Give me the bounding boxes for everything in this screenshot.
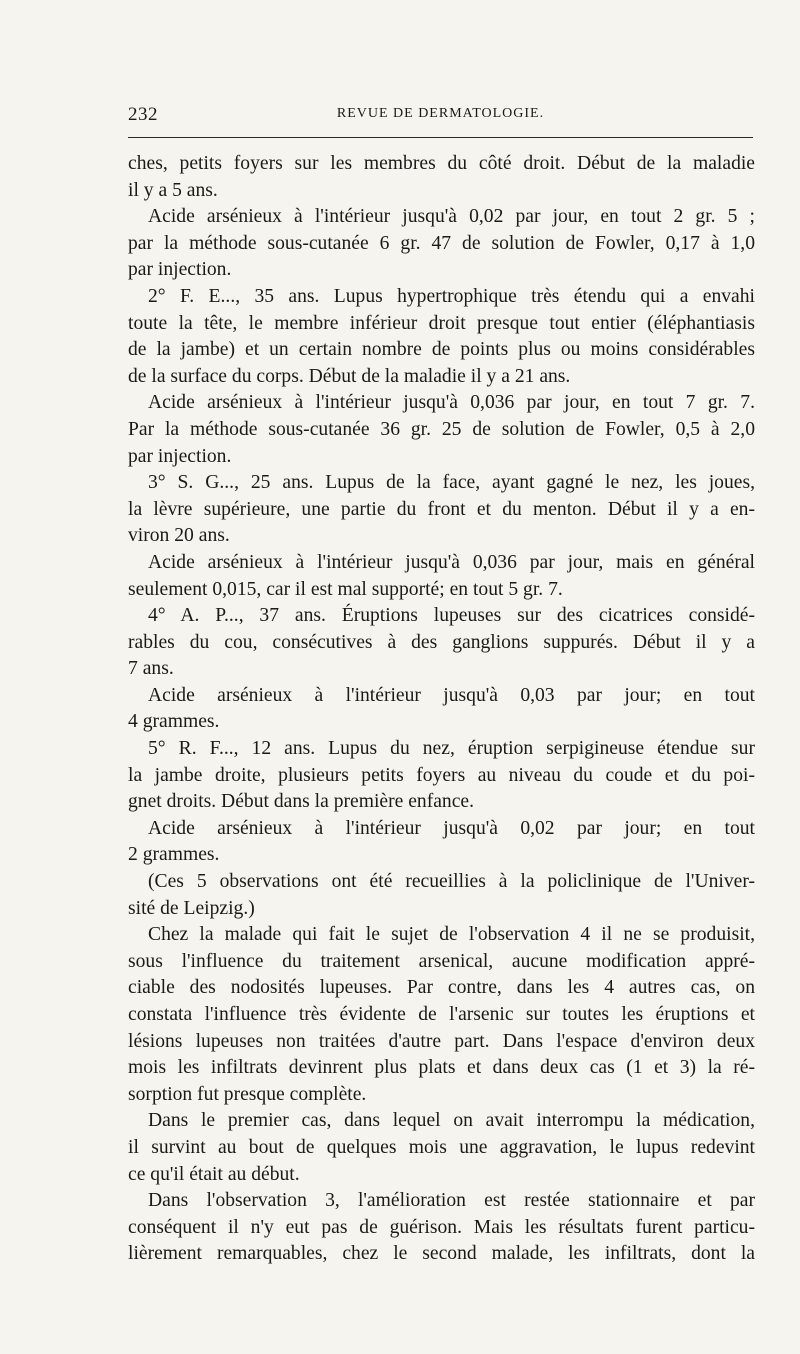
- text-line: Dans l'observation 3, l'amélioration est restée stationnaire et par: [148, 1190, 755, 1212]
- text-line: viron 20 ans.: [128, 525, 230, 547]
- text-line: 5° R. F..., 12 ans. Lupus du nez, éruption serpigineuse étendue sur: [148, 738, 755, 760]
- text-line: 4 grammes.: [128, 711, 220, 733]
- text-line: 4° A. P..., 37 ans. Éruptions lupeuses sur des cicatrices considé-: [148, 605, 755, 627]
- text-line: de la surface du corps. Début de la maladie il y a 21 ans.: [128, 365, 571, 387]
- text-line: lésions lupeuses non traitées d'autre part. Dans l'espace d'environ deux: [128, 1030, 755, 1052]
- text-line: rables du cou, consécutives à des ganglions suppurés. Début il y a: [128, 631, 755, 653]
- text-line: la lèvre supérieure, une partie du front et du menton. Début il y a en-: [128, 498, 755, 520]
- text-line: Acide arsénieux à l'intérieur jusqu'à 0,03 par jour; en tout: [148, 684, 755, 706]
- page-header: [128, 104, 753, 130]
- body-text: [128, 151, 755, 1268]
- text-line: seulement 0,015, car il est mal supporté; en tout 5 gr. 7.: [128, 578, 563, 600]
- text-line: constata l'influence très évidente de l'arsenic sur toutes les éruptions et: [128, 1004, 755, 1025]
- text-line: 2 grammes.: [128, 844, 220, 866]
- text-line: par injection.: [128, 445, 232, 467]
- text-line: 2° F. E..., 35 ans. Lupus hypertrophique très étendu qui a envahi: [148, 285, 755, 307]
- text-line: toute la tête, le membre inférieur droit presque tout entier (éléphantiasis: [128, 312, 755, 334]
- text-line: Acide arsénieux à l'intérieur jusqu'à 0,036 par jour, mais en général: [148, 551, 755, 573]
- text-line: conséquent il n'y eut pas de guérison. Mais les résultats furent particu-: [128, 1216, 755, 1238]
- text-line: ce qu'il était au début.: [128, 1163, 300, 1185]
- text-line: sorption fut presque complète.: [128, 1083, 367, 1105]
- text-line: 3° S. G..., 25 ans. Lupus de la face, ayant gagné le nez, les joues,: [148, 472, 755, 494]
- text-line: lièrement remarquables, chez le second malade, les infiltrats, dont la: [128, 1243, 755, 1265]
- text-line: Acide arsénieux à l'intérieur jusqu'à 0,036 par jour, en tout 7 gr. 7.: [148, 392, 755, 414]
- page-number: 232: [128, 104, 158, 125]
- text-line: sous l'influence du traitement arsenical, aucune modification appré-: [128, 950, 755, 972]
- text-line: sité de Leipzig.): [128, 897, 255, 919]
- text-line: la jambe droite, plusieurs petits foyers au niveau du coude et du poi-: [128, 764, 755, 786]
- text-line: mois les infiltrats devinrent plus plats et dans deux cas (1 et 3) la ré-: [128, 1057, 755, 1079]
- text-line: Chez la malade qui fait le sujet de l'observation 4 il ne se produisit,: [148, 924, 755, 946]
- text-line: de la jambe) et un certain nombre de points plus ou moins considérables: [128, 339, 755, 361]
- text-line: Dans le premier cas, dans lequel on avait interrompu la médication,: [148, 1110, 755, 1132]
- text-line: Par la méthode sous-cutanée 36 gr. 25 de solution de Fowler, 0,5 à 2,0: [128, 418, 755, 440]
- text-line: il survint au bout de quelques mois une aggravation, le lupus redevint: [128, 1136, 755, 1158]
- text-line: il y a 5 ans.: [128, 179, 218, 201]
- text-line: ciable des nodosités lupeuses. Par contre, dans les 4 autres cas, on: [128, 977, 755, 999]
- text-line: ches, petits foyers sur les membres du côté droit. Début de la maladie: [128, 153, 755, 174]
- text-line: par la méthode sous-cutanée 6 gr. 47 de solution de Fowler, 0,17 à 1,0: [128, 232, 755, 254]
- text-line: 7 ans.: [128, 658, 174, 680]
- text-line: par injection.: [128, 259, 232, 281]
- text-line: Acide arsénieux à l'intérieur jusqu'à 0,02 par jour; en tout: [148, 817, 755, 839]
- text-line: (Ces 5 observations ont été recueillies à la policlinique de l'Univer-: [148, 871, 755, 893]
- header-rule: [128, 137, 753, 138]
- text-line: gnet droits. Début dans la première enfance.: [128, 791, 475, 813]
- running-title: REVUE DE DERMATOLOGIE.: [336, 106, 545, 121]
- text-line: Acide arsénieux à l'intérieur jusqu'à 0,02 par jour, en tout 2 gr. 5 ;: [148, 206, 755, 228]
